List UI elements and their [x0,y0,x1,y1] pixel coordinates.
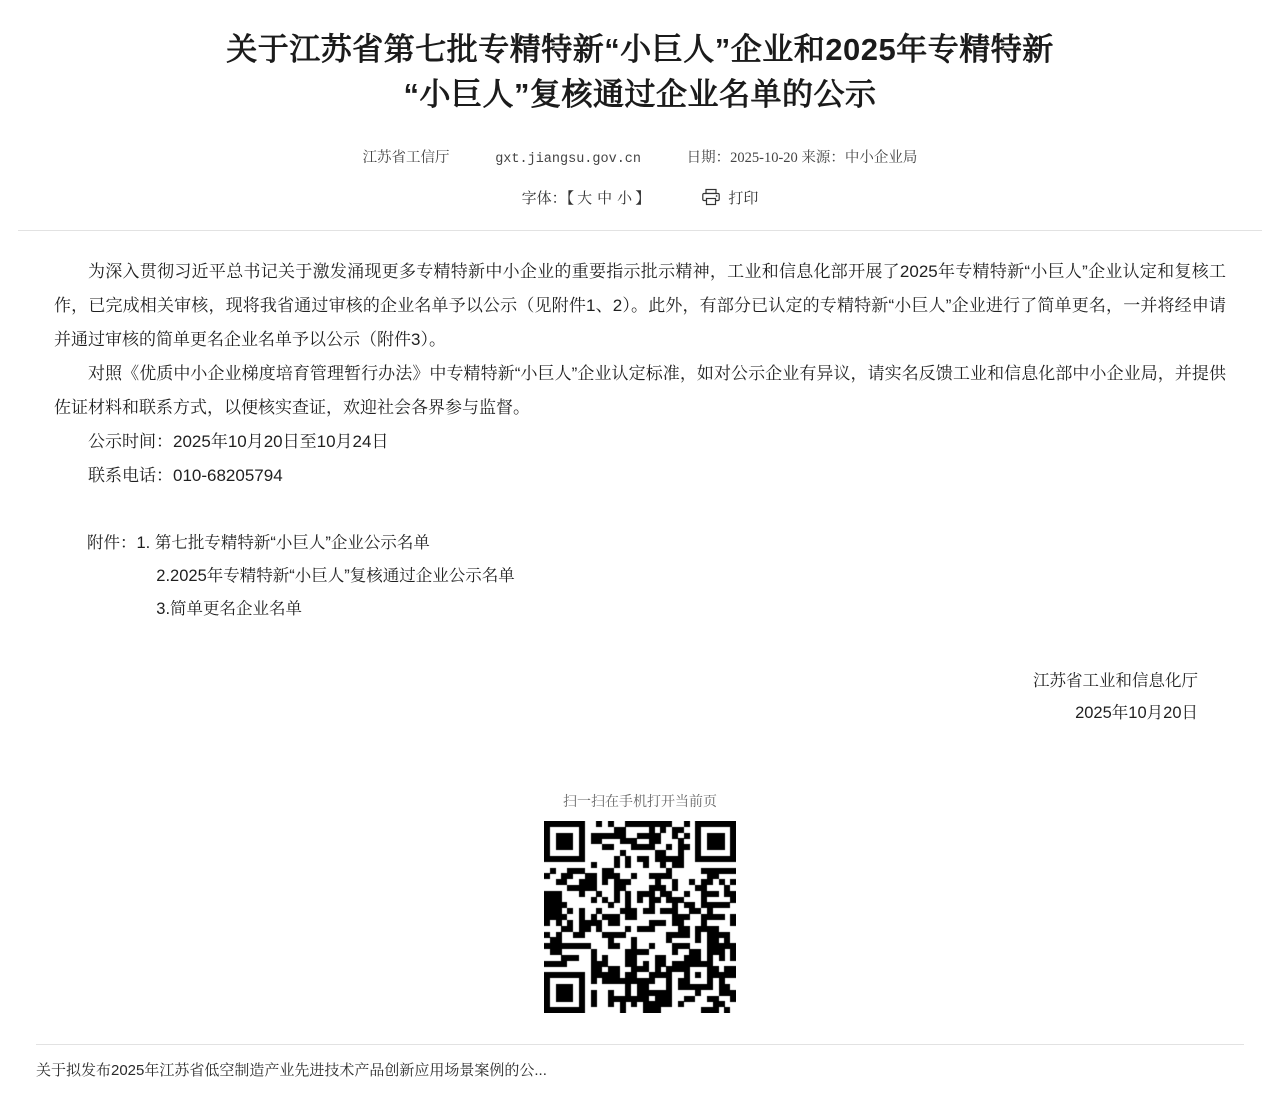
fontsize-small-button[interactable]: 小 [617,189,634,207]
bracket-close: 】 [635,189,652,207]
attachments-block [54,527,1226,626]
contact-phone: 联系电话：010-68205794 [88,466,283,486]
printer-icon [701,188,721,210]
article-meta [18,146,1262,167]
article-title-block [18,0,1262,118]
meta-source-site: 江苏省工信厅 [362,149,450,166]
qr-caption: 扫一扫在手机打开当前页 [563,793,717,810]
page-title-line-2: “小巨人”复核通过企业名单的公示 [403,76,877,112]
signature-organization: 江苏省工业和信息化厅 [1033,672,1198,691]
signature-block [54,666,1226,729]
paragraph-2: 对照《优质中小企业梯度培育管理暂行办法》中专精特新“小巨人”企业认定标准，如对公示企业有异议，请实名反馈工业和信息化部中小企业局，并提供佐证材料和联系方式，以便核实查证，欢迎社会各界参与监督。 [54,364,1226,418]
notice-time: 公示时间：2025年10月20日至10月24日 [88,432,389,452]
related-article-link[interactable]: 关于拟发布2025年江苏省低空制造产业先进技术产品创新应用场景案例的公... [36,1062,547,1080]
print-label: 打印 [728,190,759,208]
article-body [18,231,1262,729]
print-button[interactable] [701,187,758,210]
meta-site-url[interactable]: gxt.jiangsu.gov.cn [495,151,642,167]
page-title-line-1: 关于江苏省第七批专精特新“小巨人”企业和2025年专精特新 [226,32,1054,67]
attachment-item-3[interactable]: 3.简单更名企业名单 [156,600,303,619]
bracket-open: 【 [566,189,576,207]
paragraph-1: 为深入贯彻习近平总书记关于激发涌现更多专精特新中小企业的重要指示批示精神，工业和信息化部开展了2025年专精特新“小巨人”企业认定和复核工作，已完成相关审核，现将我省通过审核的企业名单予以公示（见附件1、2）。此外，有部分已认定的专精特新“小巨人”企业进行了简单更名，一并将经申请并通过审核的简单更名企业名单予以公示（附件3）。 [54,262,1226,350]
meta-date-origin: 日期：2025-10-20 来源：中小企业局 [686,149,918,166]
fontsize-switcher [567,190,652,207]
fontsize-label: 字体： [521,189,567,207]
signature-date: 2025年10月20日 [1075,703,1198,722]
fontsize-medium-button[interactable]: 中 [597,189,614,207]
fontsize-large-button[interactable]: 大 [577,189,594,207]
article-tools [18,187,1262,211]
qr-code-block [18,791,1262,1018]
qr-code-image [544,821,736,1013]
attachment-item-1[interactable]: 附件：1. 第七批专精特新“小巨人”企业公示名单 [87,534,430,553]
attachment-item-2[interactable]: 2.2025年专精特新“小巨人”复核通过企业公示名单 [156,567,515,586]
